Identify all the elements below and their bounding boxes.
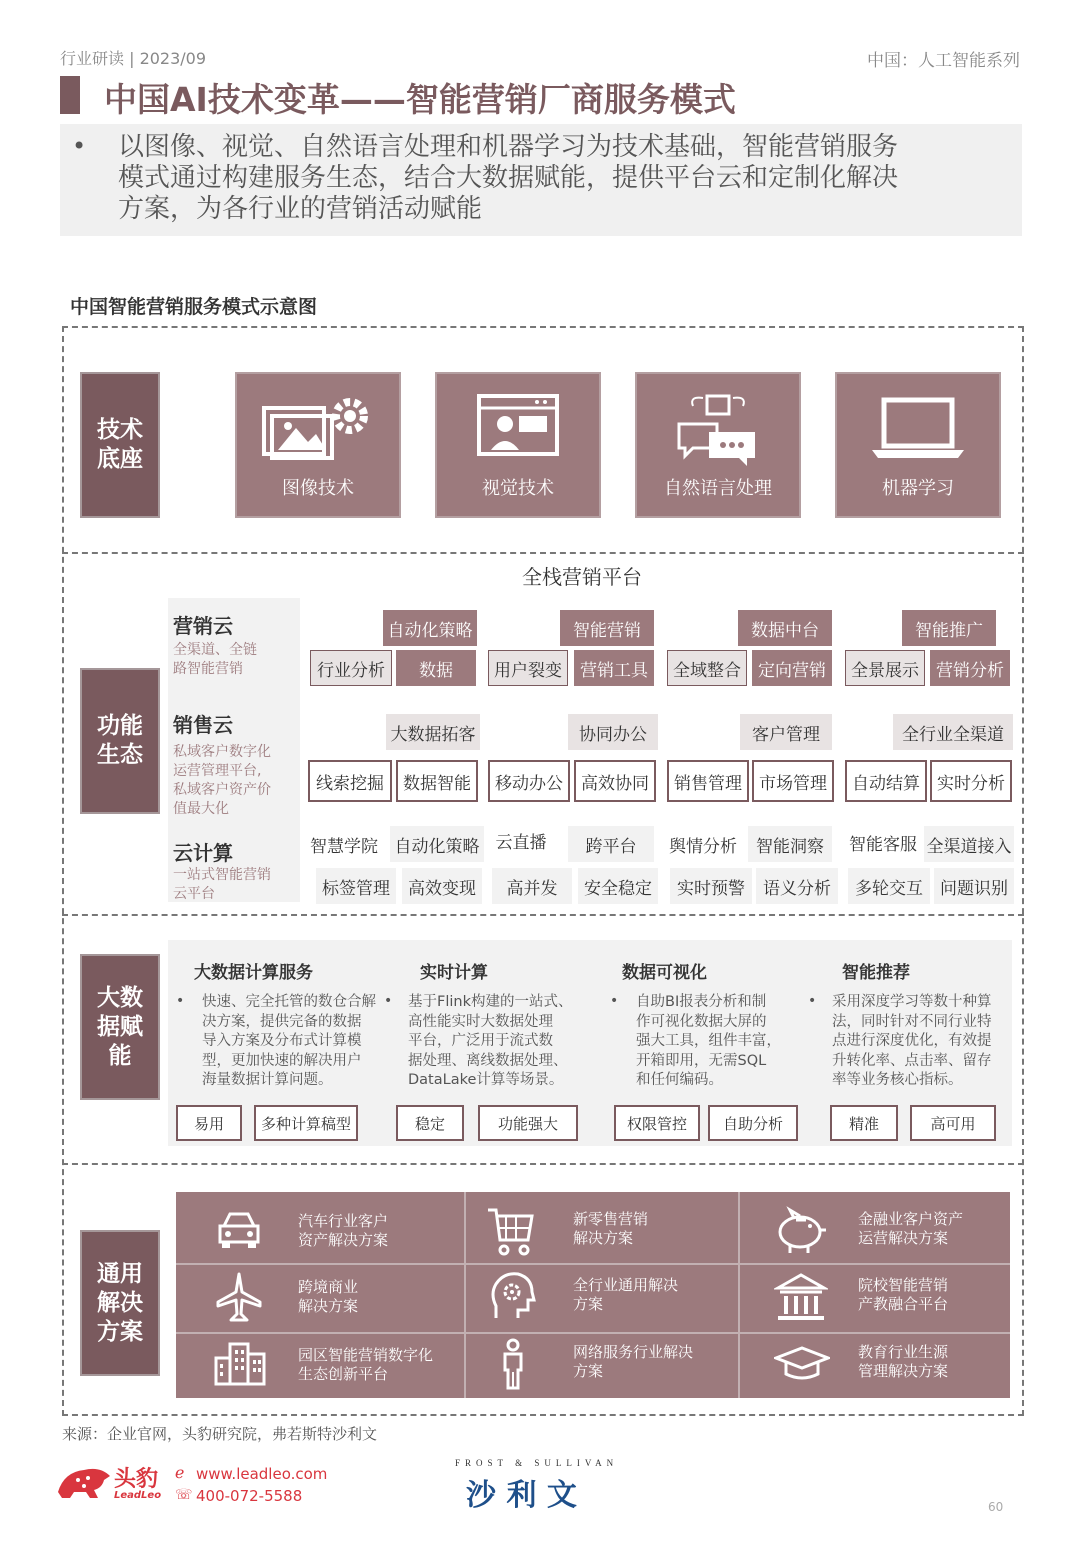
cloud-title: 云计算 — [173, 841, 233, 865]
cloud-desc: 一站式智能营销 云平台 — [173, 867, 271, 902]
web-icon: ℯ — [175, 1463, 185, 1482]
platform-title: 全栈营销平台 — [522, 565, 642, 589]
section-func-label: 功能 生态 — [80, 668, 160, 814]
solution-text: 全行业通用解决 方案 — [573, 1276, 679, 1313]
chip: 实时预警 — [670, 868, 752, 904]
chip: 云直播 — [490, 822, 552, 858]
leopard-logo-icon — [54, 1462, 114, 1502]
source-note: 来源：企业官网，头豹研究院，弗若斯特沙利文 — [62, 1425, 378, 1443]
chip: 智慧学院 — [306, 826, 382, 862]
bigdata-text: 采用深度学习等数十种算 法，同时针对不同行业特 点进行深度优化，有效提 升转化率、点击率、留存 率等业务核心指标。 — [832, 994, 992, 1088]
bigdata-title: 数据可视化 — [622, 963, 707, 983]
chip: 跨平台 — [568, 826, 654, 862]
chip: 定向营销 — [752, 650, 832, 686]
bigdata-tag: 易用 — [176, 1105, 242, 1141]
divider — [62, 1163, 1024, 1165]
solution-text: 汽车行业客户 资产解决方案 — [298, 1212, 389, 1249]
city-buildings-icon — [212, 1340, 268, 1386]
bigdata-text: 基于Flink构建的一站式、 高性能实时大数据处理 平台，广泛用于流式数 据处理、离线数据处理、 DataLake计算等场景。 — [408, 994, 573, 1088]
divider — [464, 1192, 466, 1398]
solution-text: 网络服务行业解决 方案 — [573, 1343, 694, 1380]
chip: 安全稳定 — [578, 868, 658, 904]
chip: 自动化策略 — [383, 610, 477, 646]
chip: 数据智能 — [396, 760, 478, 802]
tech-tile-image — [235, 372, 401, 518]
chip: 高效变现 — [402, 868, 482, 904]
chip: 市场管理 — [752, 760, 834, 802]
divider — [738, 1192, 740, 1398]
footer-web[interactable]: www.leadleo.com — [196, 1465, 328, 1483]
chip: 数据中台 — [738, 610, 832, 646]
tech-tile-label: 自然语言处理 — [664, 478, 772, 499]
page-number: 60 — [988, 1500, 1004, 1514]
brand-name: 头豹 — [114, 1467, 159, 1492]
cloud-title: 销售云 — [173, 713, 233, 737]
diagram-title: 中国智能营销服务模式示意图 — [70, 296, 318, 318]
chip: 移动办公 — [488, 760, 570, 802]
bigdata-tag: 高可用 — [910, 1105, 996, 1141]
chip: 智能推广 — [902, 610, 996, 646]
solution-text: 金融业客户资产 运营解决方案 — [858, 1210, 964, 1247]
chip: 多轮交互 — [848, 868, 930, 904]
airplane-icon — [214, 1272, 264, 1324]
person-icon — [498, 1338, 528, 1392]
chip: 数据 — [396, 650, 476, 686]
chip: 标签管理 — [316, 868, 396, 904]
chat-bubbles-icon — [673, 392, 763, 468]
bigdata-bullet: • — [610, 993, 619, 1009]
divider — [176, 1332, 1010, 1334]
chip: 营销分析 — [930, 650, 1010, 686]
bigdata-title: 大数据计算服务 — [194, 963, 313, 983]
chip: 协同办公 — [568, 714, 658, 750]
solution-text: 园区智能营销数字化 生态创新平台 — [298, 1346, 434, 1383]
cloud-desc: 全渠道、全链 路智能营销 — [173, 642, 257, 677]
bigdata-bullet: • — [384, 993, 393, 1009]
fs-logo-en: FROST & SULLIVAN — [455, 1458, 619, 1468]
solution-text: 新零售营销 解决方案 — [573, 1210, 649, 1247]
header-left: 行业研读 | 2023/09 — [60, 49, 207, 68]
chip: 智能客服 — [844, 824, 922, 860]
divider — [62, 914, 1024, 916]
header-right: 中国：人工智能系列 — [867, 51, 1020, 71]
image-gear-icon — [258, 392, 378, 462]
chip: 高效协同 — [574, 760, 656, 802]
page-title: 中国AI技术变革——智能营销厂商服务模式 — [104, 80, 736, 119]
chip: 全行业全渠道 — [893, 714, 1013, 750]
cart-icon — [486, 1204, 536, 1258]
bigdata-tag: 功能强大 — [478, 1105, 578, 1141]
divider — [62, 552, 1024, 554]
chip: 全域整合 — [667, 650, 747, 686]
divider — [176, 1263, 1010, 1265]
section-solution-label: 通用 解决 方案 — [80, 1230, 160, 1376]
bigdata-title: 实时计算 — [420, 963, 488, 983]
cloud-title: 营销云 — [173, 614, 233, 638]
bigdata-tag: 自助分析 — [708, 1105, 798, 1141]
head-gear-icon — [488, 1270, 536, 1324]
chip: 全景展示 — [845, 650, 925, 686]
tech-tile-label: 视觉技术 — [482, 478, 554, 499]
bigdata-text: 快速、完全托管的数仓合解 决方案，提供完备的数据 导入方案及分布式计算模 型，更加快速的解决用户 海量数据计算问题。 — [202, 994, 376, 1088]
bigdata-text: 自助BI报表分析和制 作可视化数据大屏的 强大工具，组件丰富， 开箱即用，无需SQL 和任何编码。 — [636, 994, 781, 1088]
chip: 问题识别 — [934, 868, 1014, 904]
tech-tile-label: 图像技术 — [282, 478, 354, 499]
fs-logo-cn: 沙 利 文 — [466, 1478, 577, 1513]
footer-phone: 400-072-5588 — [196, 1487, 303, 1505]
chip: 线索挖掘 — [308, 760, 392, 802]
tech-tile-nlp — [635, 372, 801, 518]
chip: 用户裂变 — [488, 650, 568, 686]
solution-text: 跨境商业 解决方案 — [298, 1278, 359, 1315]
graduation-cap-icon — [774, 1346, 830, 1382]
summary-text: 以图像、视觉、自然语言处理和机器学习为技术基础，智能营销服务 模式通过构建服务生态，结合大数据赋能，提供平台云和定制化解决 方案，为各行业的营销活动赋能 — [118, 132, 899, 224]
chip: 营销工具 — [574, 650, 654, 686]
bigdata-title: 智能推荐 — [842, 963, 910, 983]
summary-bullet: • — [72, 132, 87, 160]
chip: 语义分析 — [756, 868, 838, 904]
bigdata-tag: 稳定 — [396, 1105, 464, 1141]
bigdata-bullet: • — [176, 993, 185, 1009]
chip: 客户管理 — [740, 714, 832, 750]
tech-tile-label: 机器学习 — [882, 478, 954, 499]
title-marker — [60, 76, 80, 114]
bigdata-bullet: • — [808, 993, 817, 1009]
chip: 行业分析 — [310, 650, 392, 686]
chip: 自动结算 — [845, 760, 927, 802]
chip: 高并发 — [492, 868, 572, 904]
chip: 智能洞察 — [748, 826, 832, 862]
tech-tile-ml — [835, 372, 1001, 518]
piggy-bank-icon — [770, 1206, 830, 1256]
chip: 全渠道接入 — [924, 826, 1014, 862]
bank-building-icon — [774, 1272, 828, 1324]
chip: 舆情分析 — [664, 826, 742, 862]
chip: 大数据拓客 — [386, 714, 480, 750]
section-bigdata-label: 大数 据赋 能 — [80, 954, 160, 1100]
bigdata-tag: 精准 — [830, 1105, 898, 1141]
chip: 销售管理 — [667, 760, 749, 802]
cloud-desc: 私域客户数字化 运营管理平台, 私域客户资产价 值最大化 — [173, 744, 271, 817]
phone-icon: ☏ — [175, 1487, 193, 1503]
tech-tile-vision — [435, 372, 601, 518]
chip: 实时分析 — [930, 760, 1012, 802]
chip: 自动化策略 — [390, 826, 484, 862]
solution-text: 教育行业生源 管理解决方案 — [858, 1343, 949, 1380]
bigdata-tag: 权限管控 — [614, 1105, 700, 1141]
chip: 智能营销 — [560, 610, 654, 646]
summary-box — [60, 124, 1022, 236]
section-tech-label: 技术 底座 — [80, 372, 160, 518]
brand-name-en: LeadLeo — [114, 1490, 162, 1501]
car-icon — [214, 1208, 264, 1252]
video-person-icon — [473, 392, 563, 462]
solution-text: 院校智能营销 产教融合平台 — [858, 1276, 949, 1313]
bigdata-tag: 多种计算稿型 — [254, 1105, 358, 1141]
laptop-icon — [868, 392, 968, 462]
